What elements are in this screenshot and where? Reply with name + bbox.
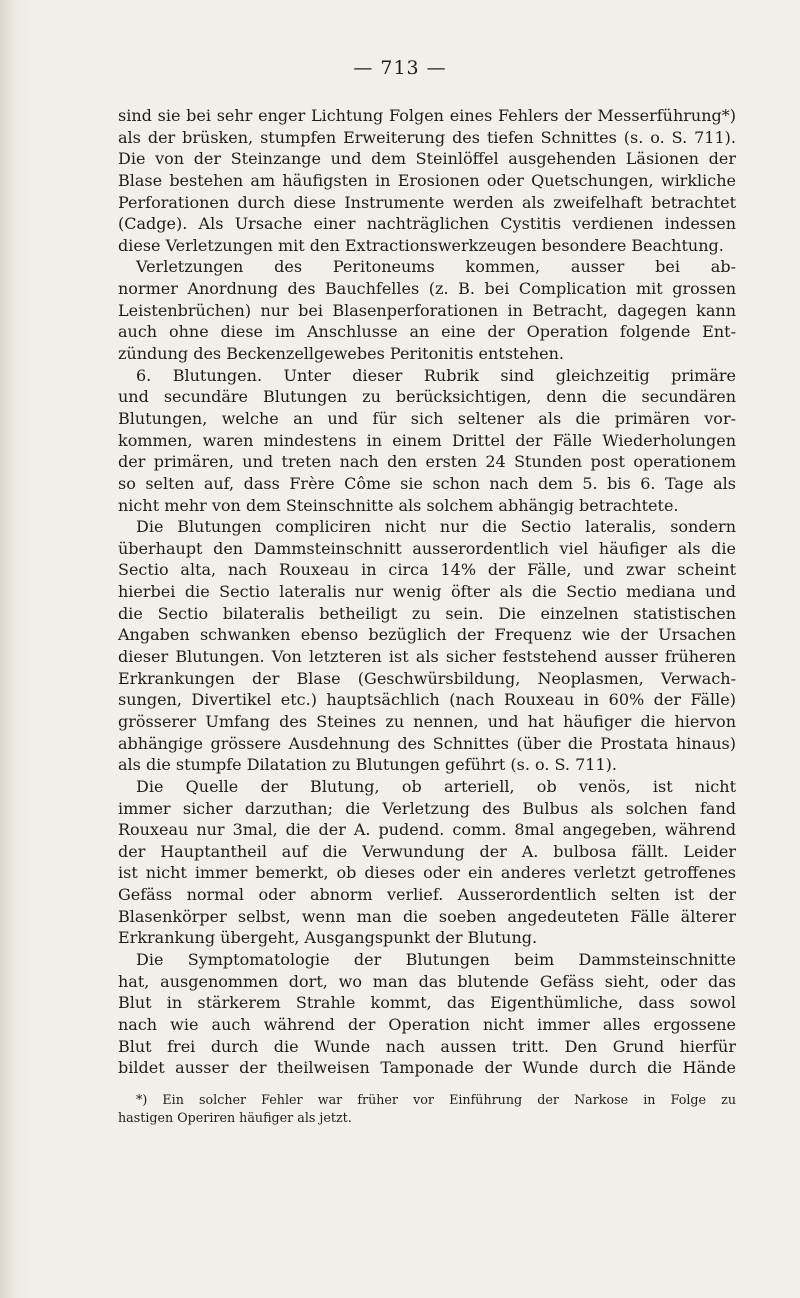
text-line: Blutungen, welche an und für sich seltener als die primären vor-	[118, 408, 736, 428]
text-line: hat, ausgenommen dort, wo man das blutende Gefäss sieht, oder das	[118, 971, 736, 991]
text-line: der Hauptantheil auf die Verwundung der A. bulbosa fällt. Leider	[118, 841, 736, 861]
text-line: Sectio alta, nach Rouxeau in circa 14% der Fälle, und zwar scheint	[118, 560, 736, 580]
text-line: Blasenkörper selbst, wenn man die soeben angedeuteten Fälle älterer	[118, 906, 736, 926]
text-line: sind sie bei sehr enger Lichtung Folgen eines Fehlers der Messerführung*)	[118, 106, 736, 125]
text-line: Die Blutungen compliciren nicht nur die Sectio lateralis, sondern	[136, 517, 736, 537]
text-line: Blut in stärkerem Strahle kommt, das Eigenthümliche, dass sowol	[118, 993, 736, 1013]
text-line: als der brüsken, stumpfen Erweiterung des tiefen Schnittes (s. o. S. 711).	[118, 127, 736, 147]
text-line: (Cadge). Als Ursache einer nachträglichen Cystitis verdienen indessen	[118, 214, 736, 234]
text-line: Die von der Steinzange und dem Steinlöffel ausgehenden Läsionen der	[118, 149, 736, 169]
text-line: der primären, und treten nach den ersten 24 Stunden post operationem	[118, 452, 736, 472]
footnote-line: *) Ein solcher Fehler war früher vor Einführung der Narkose in Folge zu	[136, 1091, 736, 1107]
text-line: Perforationen durch diese Instrumente werden als zweifelhaft betrachtet	[118, 192, 736, 212]
text-line: Blase bestehen am häufigsten in Erosionen oder Quetschungen, wirkliche	[118, 170, 736, 190]
text-line: abhängige grössere Ausdehnung des Schnittes (über die Prostata hinaus)	[118, 733, 736, 753]
text-line: Angaben schwanken ebenso bezüglich der Frequenz wie der Ursachen	[118, 625, 736, 645]
text-line: ist nicht immer bemerkt, ob dieses oder ein anderes verletzt getroffenes	[118, 863, 736, 883]
text-line: Erkrankung übergeht, Ausgangspunkt der Blutung.	[118, 928, 538, 948]
page-number: — 713 —	[353, 57, 447, 79]
text-line: Gefäss normal oder abnorm verlief. Ausserordentlich selten ist der	[118, 885, 736, 905]
text-line: und secundäre Blutungen zu berücksichtigen, denn die secundären	[118, 387, 736, 407]
text-line: zündung des Beckenzellgewebes Peritonitis entstehen.	[118, 344, 564, 364]
body-text	[118, 105, 736, 1127]
text-line: Verletzungen des Peritoneums kommen, ausser bei ab-	[136, 257, 736, 277]
text-line: die Sectio bilateralis betheiligt zu sein. Die einzelnen statistischen	[118, 603, 736, 623]
text-line: Rouxeau nur 3mal, die der A. pudend. comm. 8mal angegeben, während	[118, 820, 736, 840]
text-line: so selten auf, dass Frère Côme sie schon nach dem 5. bis 6. Tage als	[118, 473, 736, 493]
text-line: bildet ausser der theilweisen Tamponade der Wunde durch die Hände	[118, 1058, 736, 1078]
text-line: 6. Blutungen. Unter dieser Rubrik sind gleichzeitig primäre	[136, 365, 736, 385]
footnote-line: hastigen Operiren häufiger als jetzt.	[118, 1109, 352, 1125]
text-line: Die Symptomatologie der Blutungen beim Dammsteinschnitte	[136, 949, 736, 969]
text-line: kommen, waren mindestens in einem Drittel der Fälle Wiederholungen	[118, 430, 736, 450]
text-line: hierbei die Sectio lateralis nur wenig öfter als die Sectio mediana und	[118, 582, 736, 602]
text-line: dieser Blutungen. Von letzteren ist als sicher feststehend ausser früheren	[118, 647, 736, 667]
text-line: nicht mehr von dem Steinschnitte als solchem abhängig betrachtete.	[118, 495, 679, 515]
text-line: Leistenbrüchen) nur bei Blasenperforationen in Betracht, dagegen kann	[118, 300, 736, 320]
text-line: grösserer Umfang des Steines zu nennen, und hat häufiger die hiervon	[118, 711, 736, 731]
text-line: sungen, Divertikel etc.) hauptsächlich (nach Rouxeau in 60% der Fälle)	[118, 690, 736, 710]
text-line: auch ohne diese im Anschlusse an eine der Operation folgende Ent-	[118, 322, 736, 342]
text-line: Erkrankungen der Blase (Geschwürsbildung, Neoplasmen, Verwach-	[118, 668, 736, 688]
text-line: Blut frei durch die Wunde nach aussen tritt. Den Grund hierfür	[118, 1036, 736, 1056]
text-line: normer Anordnung des Bauchfelles (z. B. bei Complication mit grossen	[118, 279, 736, 299]
text-line: nach wie auch während der Operation nicht immer alles ergossene	[118, 1014, 736, 1034]
text-line: überhaupt den Dammsteinschnitt ausserordentlich viel häufiger als die	[118, 538, 736, 558]
text-line: Die Quelle der Blutung, ob arteriell, ob venös, ist nicht	[136, 776, 736, 796]
footnote	[118, 1091, 736, 1127]
paragraph-lines	[118, 105, 736, 1079]
page-edge-shadow	[0, 0, 28, 1298]
text-line: diese Verletzungen mit den Extractionswerkzeugen besondere Beachtung.	[118, 235, 724, 255]
text-line: als die stumpfe Dilatation zu Blutungen geführt (s. o. S. 711).	[118, 755, 617, 775]
text-line: immer sicher darzuthan; die Verletzung des Bulbus als solchen fand	[118, 798, 736, 818]
